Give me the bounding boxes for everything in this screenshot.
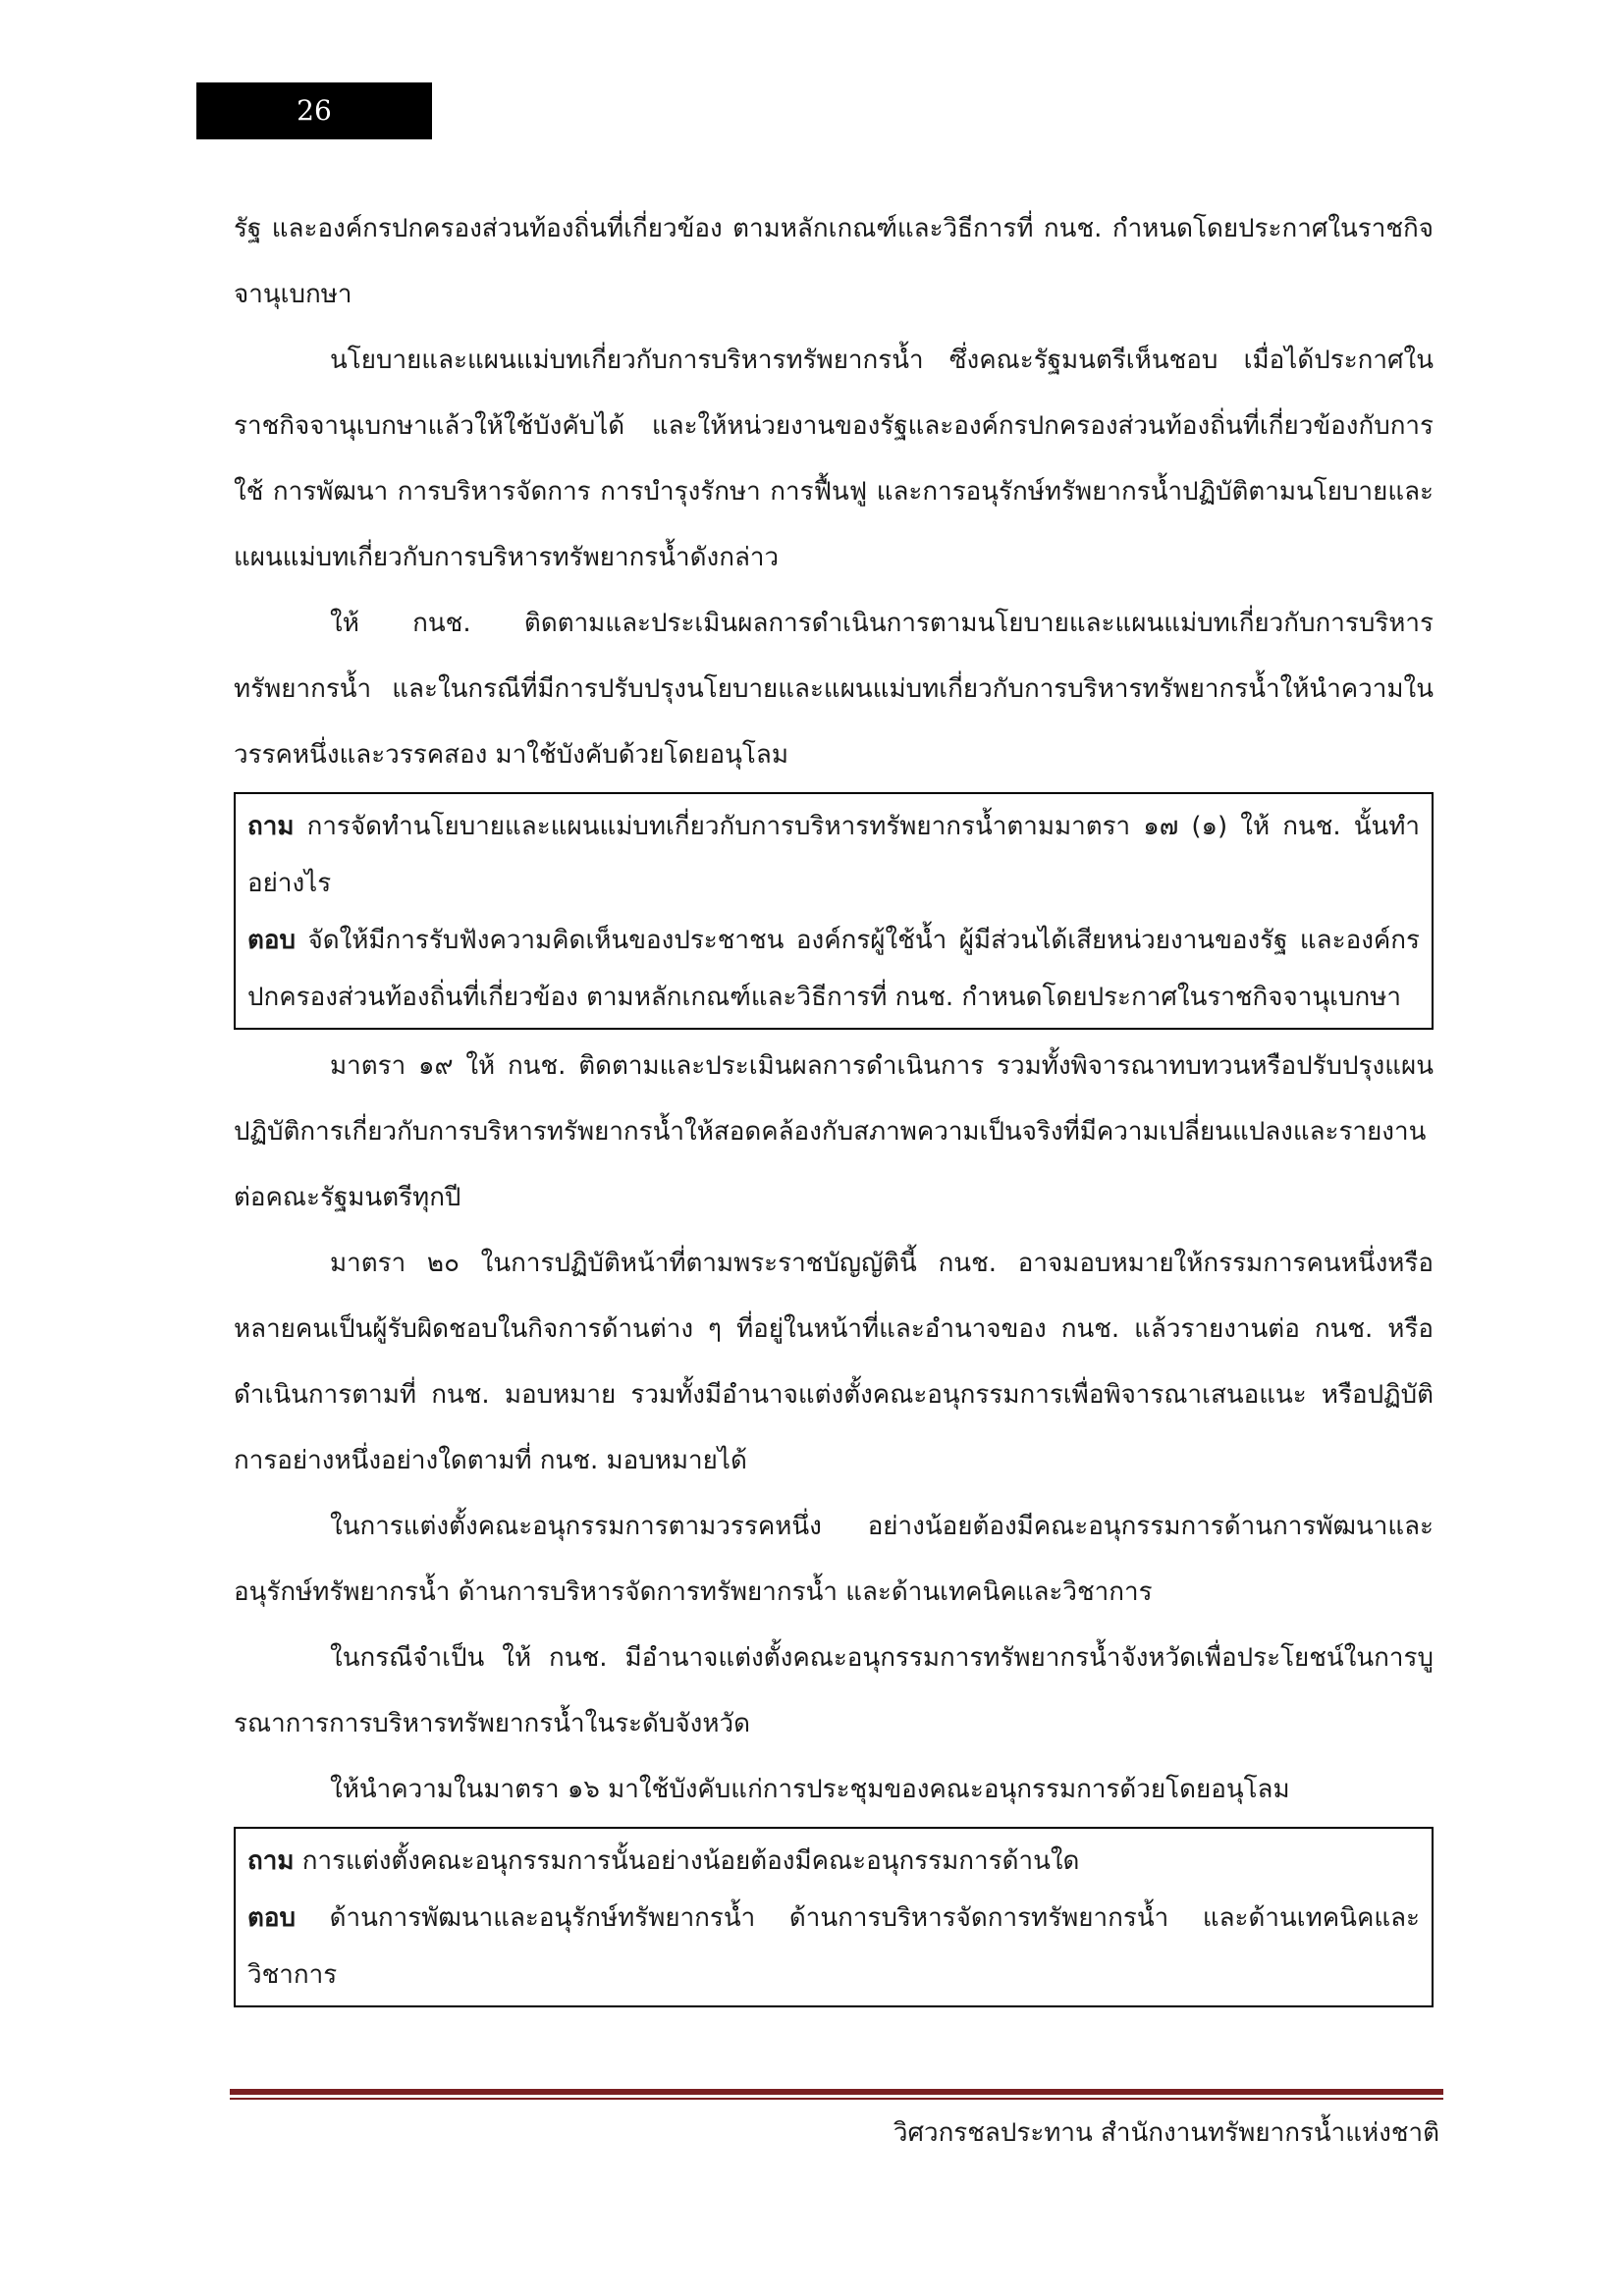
footer-rule-thick (230, 2089, 1443, 2095)
paragraph: มาตรา ๑๙ ให้ กนช. ติดตามและประเมินผลการดำเนินการ รวมทั้งพิจารณาทบทวนหรือปรับปรุงแผนปฏิบัติการเกี่ยวกับการบริหารทรัพยากรน้ำให้สอดคล้องกับสภาพความเป็นจริงที่มีความเปลี่ยนแปลงและรายงานต่อคณะรัฐมนตรีทุกปี (234, 1051, 1434, 1212)
paragraph: ให้ กนช. ติดตามและประเมินผลการดำเนินการตามนโยบายและแผนแม่บทเกี่ยวกับการบริหารทรัพยากรน้ำ และในกรณีที่มีการปรับปรุงนโยบายและแผนแม่บทเกี่ยวกับการบริหารทรัพยากรน้ำให้นำความในวรรคหนึ่งและวรรคสอง มาใช้บังคับด้วยโดยอนุโลม (234, 609, 1434, 770)
question-line (247, 1833, 1420, 1890)
paragraph: ให้นำความในมาตรา ๑๖ มาใช้บังคับแก่การประชุมของคณะอนุกรรมการด้วยโดยอนุโลม (330, 1775, 1290, 1804)
document-body (234, 196, 1434, 2011)
paragraph: มาตรา ๒๐ ในการปฏิบัติหน้าที่ตามพระราชบัญญัตินี้ กนช. อาจมอบหมายให้กรรมการคนหนึ่งหรือหลายคนเป็นผู้รับผิดชอบในกิจการด้านต่าง ๆ ที่อยู่ในหน้าที่และอำนาจของ กนช. แล้วรายงานต่อ กนช. หรือดำเนินการตามที่ กนช. มอบหมาย รวมทั้งมีอำนาจแต่งตั้งคณะอนุกรรมการเพื่อพิจารณาเสนอแนะ หรือปฏิบัติการอย่างหนึ่งอย่างใดตามที่ กนช. มอบหมายได้ (234, 1249, 1434, 1475)
footer-rule-thin (230, 2098, 1443, 2100)
answer-line (247, 912, 1420, 1026)
question-line (247, 798, 1420, 912)
paragraph: นโยบายและแผนแม่บทเกี่ยวกับการบริหารทรัพยากรน้ำ ซึ่งคณะรัฐมนตรีเห็นชอบ เมื่อได้ประกาศในราชกิจจานุเบกษาแล้วให้ใช้บังคับได้ และให้หน่วยงานของรัฐและองค์กรปกครองส่วนท้องถิ่นที่เกี่ยวข้องกับการใช้ การพัฒนา การบริหารจัดการ การบำรุงรักษา การฟื้นฟู และการอนุรักษ์ทรัพยากรน้ำปฏิบัติตามนโยบายและแผนแม่บทเกี่ยวกับการบริหารทรัพยากรน้ำดังกล่าว (234, 346, 1434, 572)
paragraph: ในกรณีจำเป็น ให้ กนช. มีอำนาจแต่งตั้งคณะอนุกรรมการทรัพยากรน้ำจังหวัดเพื่อประโยชน์ในการบูรณาการการบริหารทรัพยากรน้ำในระดับจังหวัด (234, 1643, 1434, 1738)
page-number: 26 (196, 82, 432, 139)
qa-box-1 (234, 792, 1434, 1030)
answer-label: ตอบ (247, 1903, 297, 1933)
answer-text: ด้านการพัฒนาและอนุรักษ์ทรัพยากรน้ำ ด้านการบริหารจัดการทรัพยากรน้ำ และด้านเทคนิคและวิชาการ (247, 1903, 1420, 1990)
question-label: ถาม (247, 1846, 295, 1876)
answer-line (247, 1890, 1420, 2003)
question-text: การแต่งตั้งคณะอนุกรรมการนั้นอย่างน้อยต้องมีคณะอนุกรรมการด้านใด (294, 1846, 1080, 1876)
paragraph: รัฐ และองค์กรปกครองส่วนท้องถิ่นที่เกี่ยวข้อง ตามหลักเกณฑ์และวิธีการที่ กนช. กำหนดโดยประกาศในราชกิจจานุเบกษา (234, 214, 1434, 309)
footer-text: วิศวกรชลประทาน สำนักงานทรัพยากรน้ำแห่งชาติ (893, 2118, 1439, 2148)
paragraph: ในการแต่งตั้งคณะอนุกรรมการตามวรรคหนึ่ง อย่างน้อยต้องมีคณะอนุกรรมการด้านการพัฒนาและอนุรักษ์ทรัพยากรน้ำ ด้านการบริหารจัดการทรัพยากรน้ำ และด้านเทคนิคและวิชาการ (234, 1512, 1434, 1607)
qa-box-2 (234, 1827, 1434, 2007)
question-text: การจัดทำนโยบายและแผนแม่บทเกี่ยวกับการบริหารทรัพยากรน้ำตามมาตรา ๑๗ (๑) ให้ กนช. นั้นทำอย่างไร (247, 812, 1420, 898)
answer-label: ตอบ (247, 926, 297, 955)
footer-divider (230, 2089, 1443, 2100)
answer-text: จัดให้มีการรับฟังความคิดเห็นของประชาชน องค์กรผู้ใช้น้ำ ผู้มีส่วนได้เสียหน่วยงานของรัฐ และองค์กรปกครองส่วนท้องถิ่นที่เกี่ยวข้อง ตามหลักเกณฑ์และวิธีการที่ กนช. กำหนดโดยประกาศในราชกิจจานุเบกษา (247, 926, 1420, 1012)
question-label: ถาม (247, 812, 295, 841)
